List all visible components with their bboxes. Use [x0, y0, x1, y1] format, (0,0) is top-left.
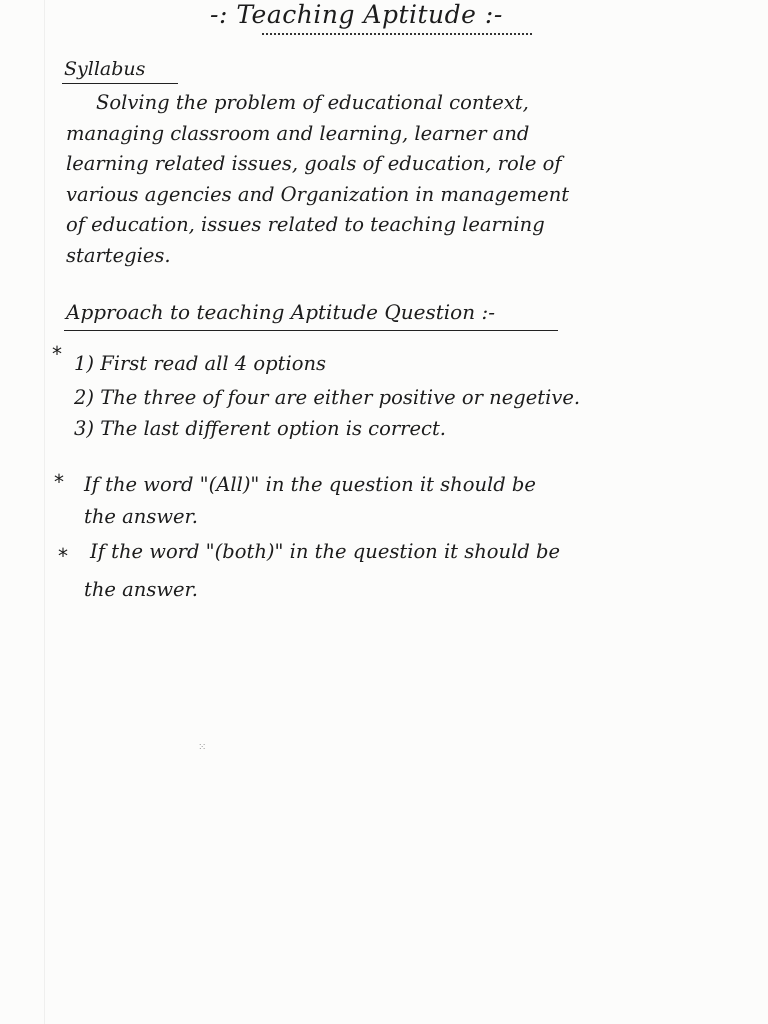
option-item: 2) The three of four are either positive or negetive. [74, 386, 581, 409]
approach-heading: Approach to teaching Aptitude Question :- [66, 300, 495, 324]
note-line: the answer. [84, 578, 198, 601]
margin-line [44, 0, 45, 1024]
note-line: If the word "(All)" in the question it should be [84, 473, 536, 496]
page-title: -: Teaching Aptitude :- [210, 0, 503, 29]
title-underline [262, 27, 532, 35]
bullet-star-icon: * [52, 342, 62, 366]
ink-smudge: ⁙ [198, 742, 207, 753]
note-line: the answer. [84, 505, 198, 528]
syllabus-paragraph [66, 88, 726, 271]
option-item: 3) The last different option is correct. [74, 417, 446, 440]
syllabus-line: managing classroom and learning, learner and [66, 121, 530, 145]
syllabus-underline [62, 83, 178, 84]
approach-underline [64, 330, 558, 331]
note-line: If the word "(both)" in the question it should be [90, 540, 561, 563]
syllabus-line: various agencies and Organization in management [66, 182, 570, 206]
bullet-star-icon: * [54, 470, 64, 494]
syllabus-line: startegies. [66, 243, 171, 267]
option-item: 1) First read all 4 options [74, 352, 327, 375]
syllabus-line: learning related issues, goals of education, role of [66, 152, 562, 175]
syllabus-line: Solving the problem of educational context, [96, 91, 529, 114]
syllabus-line: of education, issues related to teaching learning [66, 213, 545, 236]
syllabus-heading: Syllabus [64, 58, 146, 80]
bullet-star-icon: * [58, 544, 68, 568]
